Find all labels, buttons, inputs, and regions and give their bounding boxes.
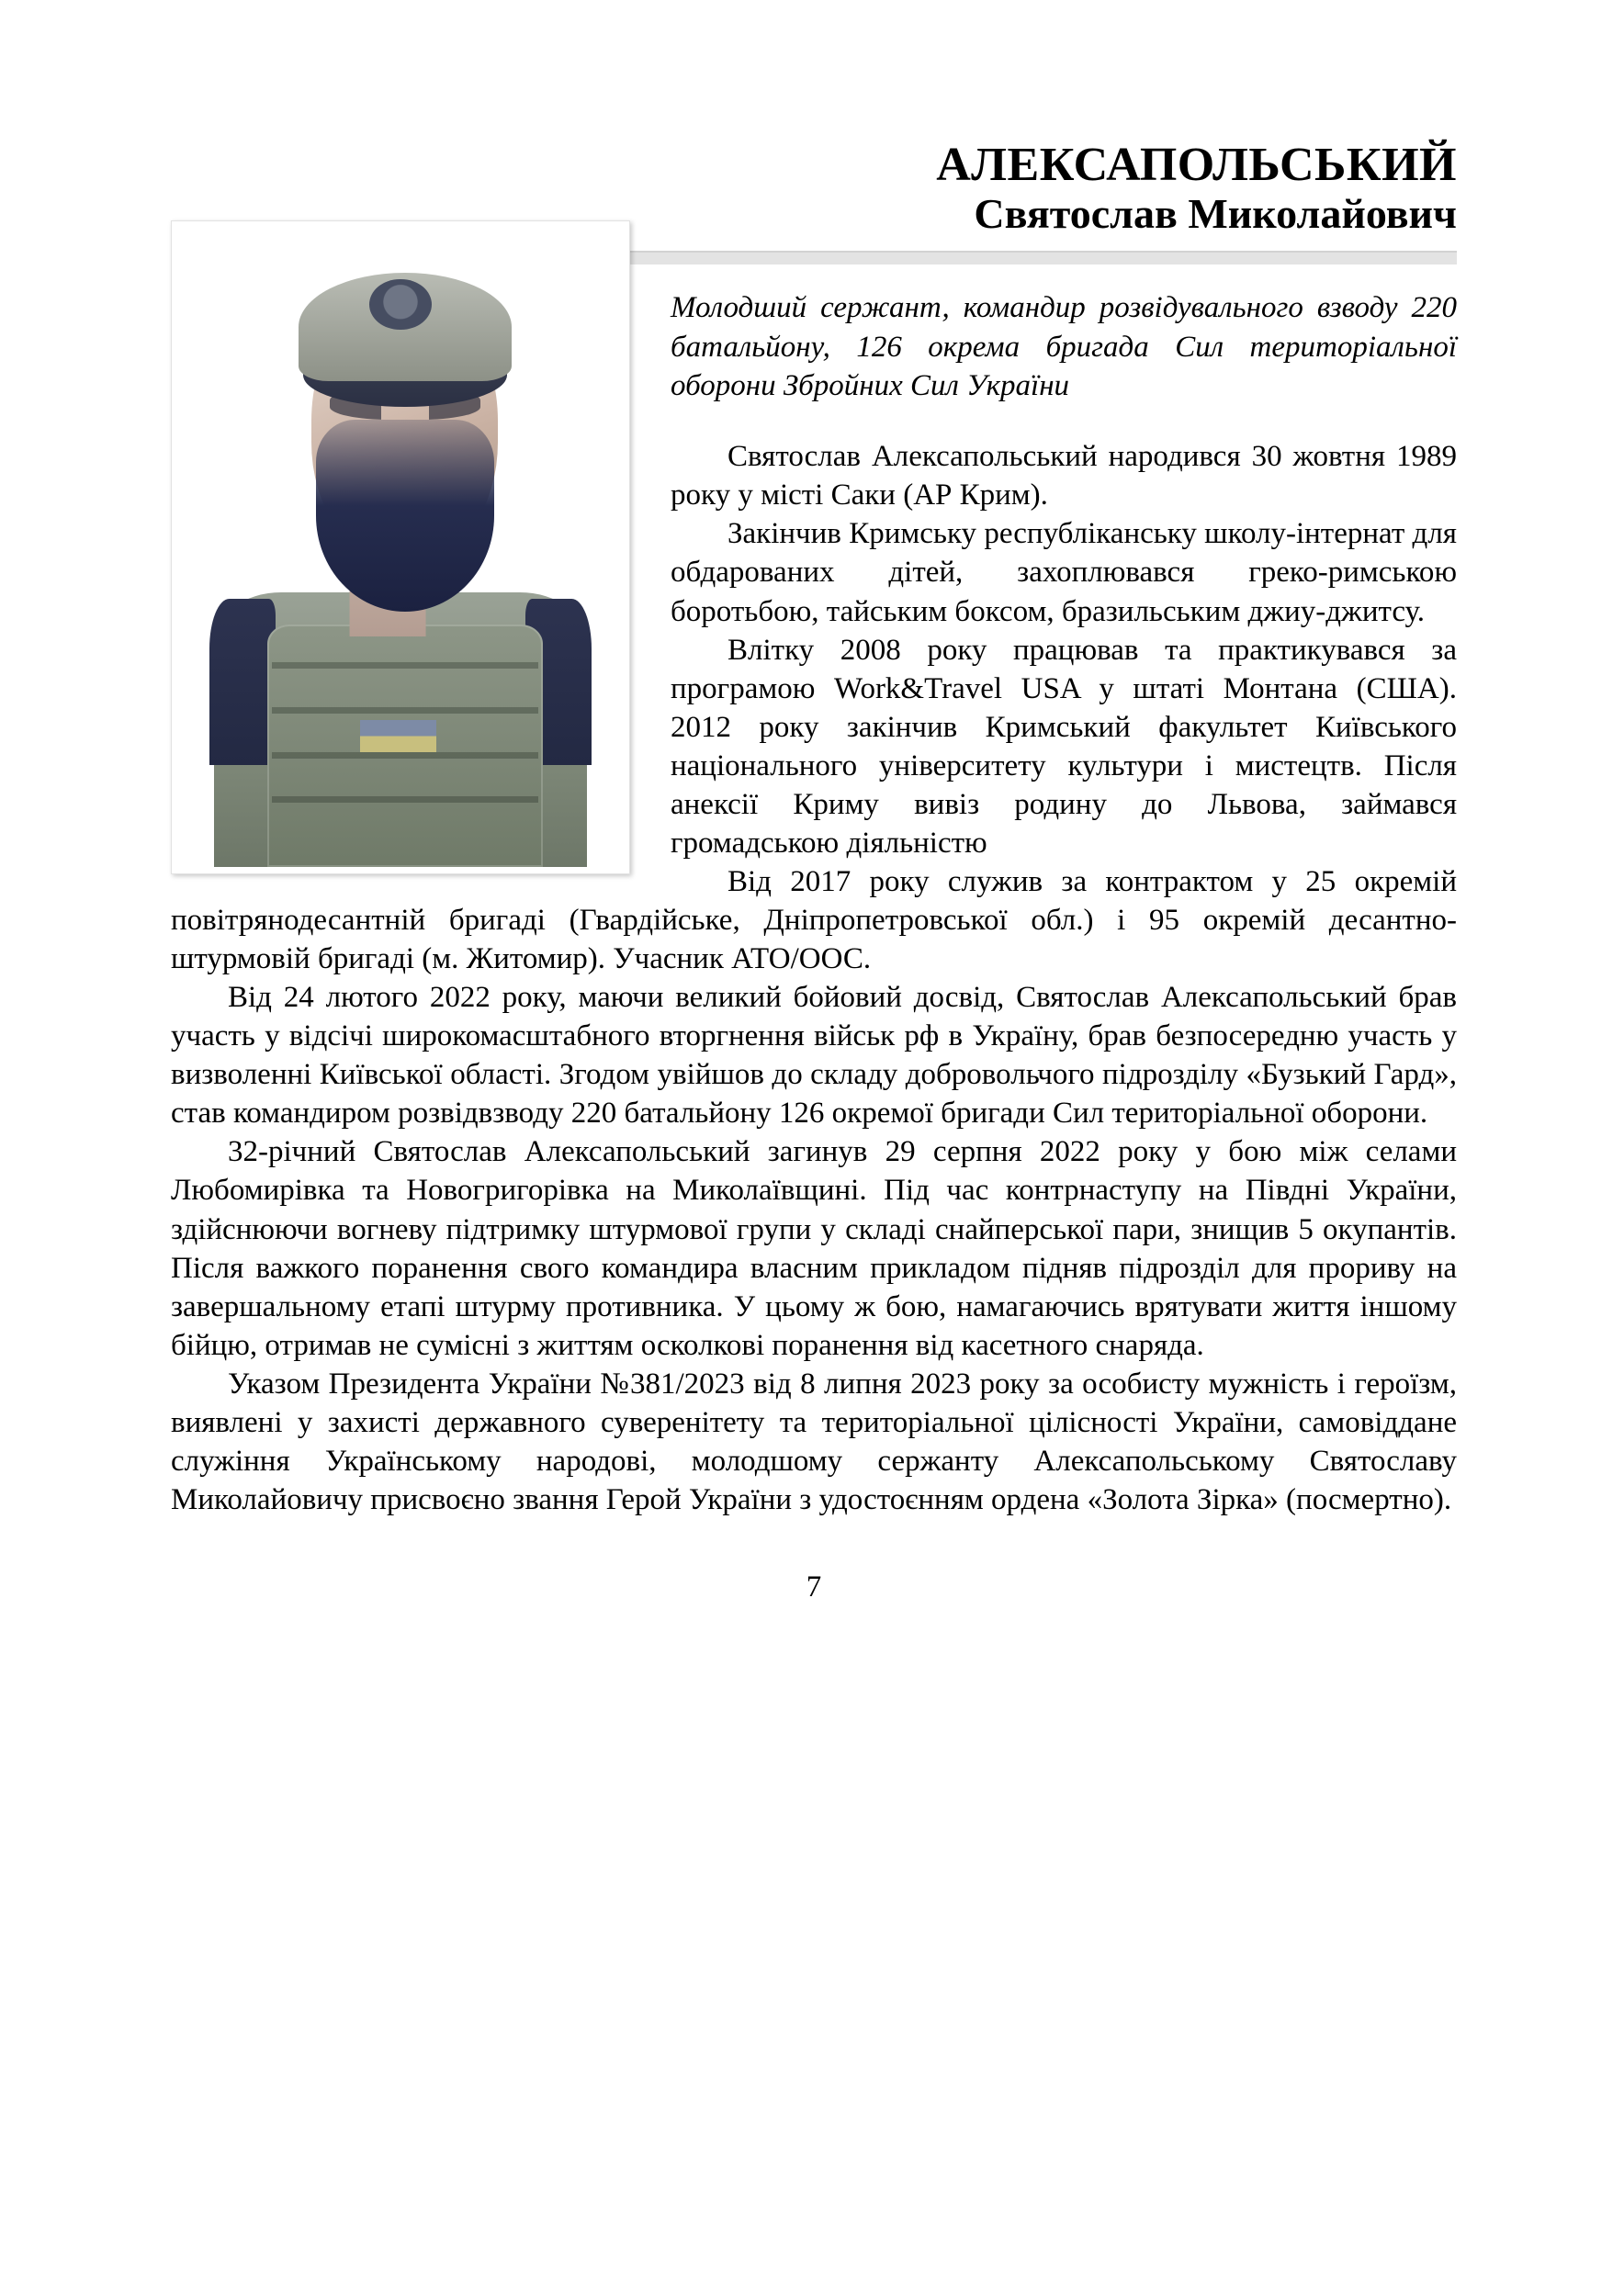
- photo-vest-strap: [272, 707, 538, 714]
- photo-flag-patch: [360, 720, 435, 752]
- page-number: 7: [806, 1570, 822, 1604]
- paragraph-full-scale-invasion: Від 24 лютого 2022 року, маючи великий бойовий досвід, Святослав Алексапольський брав участь у відсічі широкомасштабного вторгнення військ рф в Україну, брав безпосередню участь у визволенні Київської області. Згодом увійшов до складу добровольчого підрозділу «Бузький Гард», став командиром розвідвзводу 220 батальйону 126 окремої бригади Сил територіальної оборони.: [171, 981, 1457, 1131]
- paragraph-birth: Святослав Алексапольський народився 30 жовтня 1989 року у місті Саки (АР Крим).: [671, 440, 1457, 512]
- portrait-photo-frame: [171, 220, 630, 874]
- paragraph-education: Закінчив Кримську республіканську школу-інтернат для обдарованих дітей, захоплювався греко-римською боротьбою, тайським боксом, бразильським джиу-джитсу.: [671, 517, 1457, 628]
- photo-shoulder-left: [209, 599, 276, 765]
- portrait-photo: [178, 228, 623, 867]
- paragraph-presidential-decree: Указом Президента України №381/2023 від 8 липня 2023 року за особисту мужність і героїзм, виявлені у захисті державного суверенітету та територіальної цілісності України, самовіддане служіння Українському народові, молодшому сержанту Алексапольському Святославу Миколайовичу присвоєно звання Герой України з удостоєнням ордена «Золота Зірка» (посмертно).: [171, 1367, 1457, 1516]
- rank-description: Молодший сержант, командир розвідувального взводу 220 батальйону, 126 окрема бригада Сил територіальної оборони Збройних Сил України: [671, 290, 1457, 403]
- surname-heading: АЛЕКСАПОЛЬСЬКИЙ: [936, 139, 1457, 191]
- photo-vest-strap: [272, 662, 538, 669]
- photo-vest-strap: [272, 752, 538, 759]
- name-heading-block: [171, 0, 1457, 238]
- given-name-heading: Святослав Миколайович: [974, 190, 1457, 238]
- paragraph-military-service: Від 2017 року служив за контрактом у 25 окремій повітрянодесантній бригаді (Гвардійське, Дніпропетровської обл.) і 95 окремій десантно-штурмовій бригаді (м. Житомир). Учасник АТО/ООС.: [171, 864, 1457, 976]
- paragraph-death-in-action: 32-річний Святослав Алексапольський загинув 29 серпня 2022 року у бою між селами Любомирівка та Новогригорівка на Миколаївщині. Під час контрнаступу на Півдні України, здійснюючи вогневу підтримку штурмової групи у складі снайперської пари, знищив 5 окупантів. Після важкого поранення свого командира власним прикладом підняв підрозділ для прориву на завершальному етапі штурму противника. У цьому ж бою, намагаючись врятувати життя іншому бійцю, отримав не сумісні з життям осколкові поранення від касетного снаряда.: [171, 1135, 1457, 1362]
- photo-cap-badge: [369, 279, 432, 331]
- photo-vest-strap: [272, 796, 538, 803]
- paragraph-work-travel: Влітку 2008 року працював та практикувався за програмою Work&Travel USA у штаті Монтана (США). 2012 року закінчив Кримський факультет Київського національного університету культури і мистецтв. Після анексії Криму вивіз родину до Львова, займався громадською діяльністю: [671, 633, 1457, 860]
- page-content: [171, 0, 1457, 2296]
- photo-beard: [316, 420, 494, 612]
